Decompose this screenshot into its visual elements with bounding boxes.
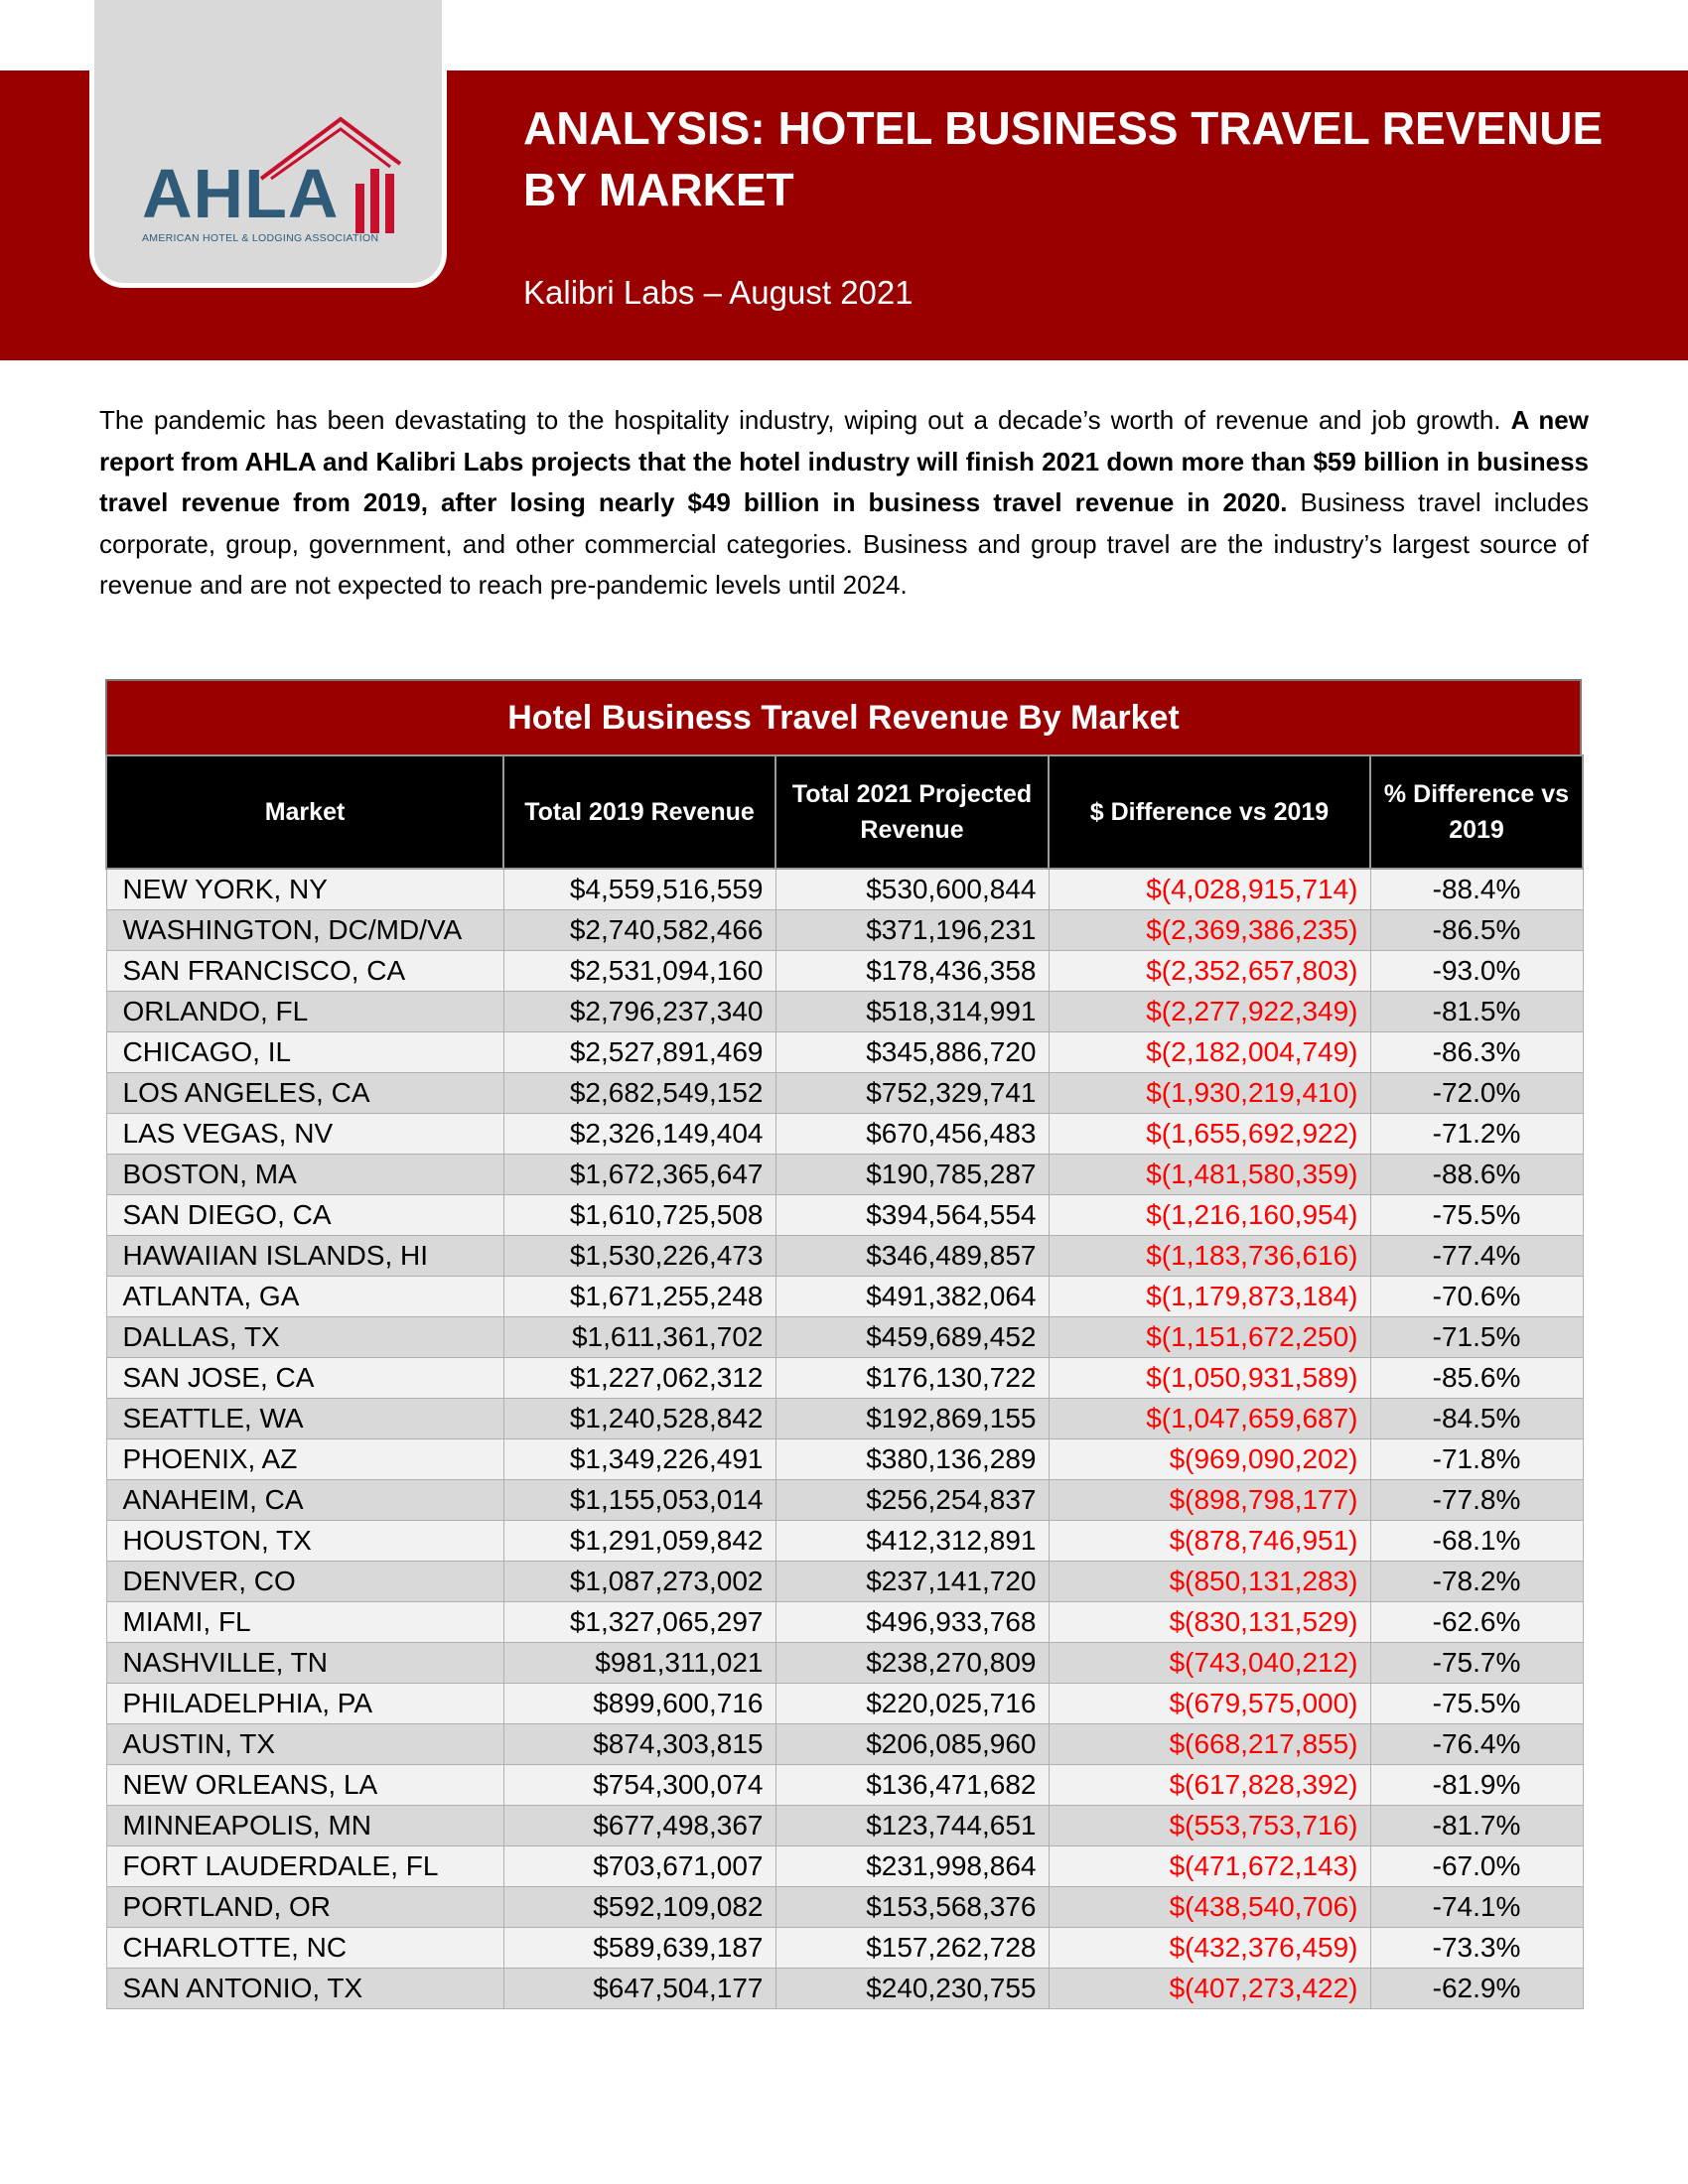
cell-market: CHARLOTTE, NC xyxy=(106,1928,503,1969)
cell-market: SAN FRANCISCO, CA xyxy=(106,951,503,992)
cell-diff: $(2,352,657,803) xyxy=(1049,951,1370,992)
cell-pct: -73.3% xyxy=(1370,1928,1583,1969)
table-row xyxy=(106,910,1583,951)
cell-diff: $(1,047,659,687) xyxy=(1049,1399,1370,1439)
cell-diff: $(2,369,386,235) xyxy=(1049,910,1370,951)
cell-rev2021: $346,489,857 xyxy=(775,1236,1049,1277)
table-row xyxy=(106,1317,1583,1358)
cell-rev2019: $592,109,082 xyxy=(503,1887,775,1928)
cell-rev2019: $874,303,815 xyxy=(503,1724,775,1765)
cell-diff: $(2,277,922,349) xyxy=(1049,992,1370,1032)
revenue-table-container xyxy=(105,679,1582,2009)
cell-rev2019: $1,530,226,473 xyxy=(503,1236,775,1277)
cell-rev2019: $1,291,059,842 xyxy=(503,1521,775,1562)
intro-text-1: The pandemic has been devastating to the hospitality industry, wiping out a decade’s worth of revenue and job growth. xyxy=(99,405,1511,435)
cell-rev2021: $157,262,728 xyxy=(775,1928,1049,1969)
cell-pct: -88.4% xyxy=(1370,869,1583,910)
cell-market: SAN DIEGO, CA xyxy=(106,1195,503,1236)
cell-pct: -72.0% xyxy=(1370,1073,1583,1114)
cell-rev2021: $240,230,755 xyxy=(775,1969,1049,2009)
cell-pct: -62.9% xyxy=(1370,1969,1583,2009)
cell-diff: $(407,273,422) xyxy=(1049,1969,1370,2009)
cell-rev2021: $176,130,722 xyxy=(775,1358,1049,1399)
cell-pct: -86.5% xyxy=(1370,910,1583,951)
cell-diff: $(1,481,580,359) xyxy=(1049,1155,1370,1195)
cell-diff: $(553,753,716) xyxy=(1049,1806,1370,1846)
cell-rev2021: $238,270,809 xyxy=(775,1643,1049,1684)
table-row xyxy=(106,1155,1583,1195)
cell-diff: $(1,183,736,616) xyxy=(1049,1236,1370,1277)
cell-market: LOS ANGELES, CA xyxy=(106,1073,503,1114)
table-row xyxy=(106,1358,1583,1399)
table-header-row xyxy=(106,755,1583,869)
cell-diff: $(617,828,392) xyxy=(1049,1765,1370,1806)
cell-rev2019: $1,240,528,842 xyxy=(503,1399,775,1439)
cell-pct: -77.4% xyxy=(1370,1236,1583,1277)
cell-pct: -88.6% xyxy=(1370,1155,1583,1195)
intro-text-2: Business travel includes corporate, group, government, and other commercial categories. Business and group travel are the industry’s largest source of revenue and are not expected to reach pre-pandemic levels until 2024. xyxy=(99,487,1589,600)
cell-market: NEW ORLEANS, LA xyxy=(106,1765,503,1806)
col-header-rev2021: Total 2021 Projected Revenue xyxy=(775,755,1049,869)
cell-diff: $(1,179,873,184) xyxy=(1049,1277,1370,1317)
cell-pct: -68.1% xyxy=(1370,1521,1583,1562)
table-row xyxy=(106,1724,1583,1765)
cell-diff: $(1,930,219,410) xyxy=(1049,1073,1370,1114)
table-row xyxy=(106,1887,1583,1928)
cell-rev2021: $345,886,720 xyxy=(775,1032,1049,1073)
col-header-rev2019: Total 2019 Revenue xyxy=(503,755,775,869)
cell-market: NEW YORK, NY xyxy=(106,869,503,910)
cell-rev2021: $412,312,891 xyxy=(775,1521,1049,1562)
cell-pct: -62.6% xyxy=(1370,1602,1583,1643)
cell-diff: $(4,028,915,714) xyxy=(1049,869,1370,910)
table-row xyxy=(106,1236,1583,1277)
cell-rev2021: $256,254,837 xyxy=(775,1480,1049,1521)
cell-diff: $(878,746,951) xyxy=(1049,1521,1370,1562)
cell-rev2021: $752,329,741 xyxy=(775,1073,1049,1114)
cell-market: AUSTIN, TX xyxy=(106,1724,503,1765)
cell-diff: $(1,655,692,922) xyxy=(1049,1114,1370,1155)
cell-rev2019: $1,087,273,002 xyxy=(503,1562,775,1602)
cell-pct: -81.9% xyxy=(1370,1765,1583,1806)
cell-pct: -75.5% xyxy=(1370,1684,1583,1724)
cell-diff: $(743,040,212) xyxy=(1049,1643,1370,1684)
table-row xyxy=(106,1032,1583,1073)
cell-market: SAN JOSE, CA xyxy=(106,1358,503,1399)
cell-market: PHILADELPHIA, PA xyxy=(106,1684,503,1724)
cell-market: BOSTON, MA xyxy=(106,1155,503,1195)
cell-pct: -70.6% xyxy=(1370,1277,1583,1317)
cell-rev2021: $206,085,960 xyxy=(775,1724,1049,1765)
col-header-diff: $ Difference vs 2019 xyxy=(1049,755,1370,869)
table-row xyxy=(106,1521,1583,1562)
cell-rev2019: $754,300,074 xyxy=(503,1765,775,1806)
table-row xyxy=(106,869,1583,910)
table-row xyxy=(106,1114,1583,1155)
revenue-table xyxy=(105,754,1584,2009)
cell-market: LAS VEGAS, NV xyxy=(106,1114,503,1155)
cell-pct: -86.3% xyxy=(1370,1032,1583,1073)
cell-rev2019: $1,611,361,702 xyxy=(503,1317,775,1358)
cell-diff: $(471,672,143) xyxy=(1049,1846,1370,1887)
cell-rev2019: $981,311,021 xyxy=(503,1643,775,1684)
cell-diff: $(1,216,160,954) xyxy=(1049,1195,1370,1236)
cell-rev2019: $1,227,062,312 xyxy=(503,1358,775,1399)
cell-rev2019: $1,671,255,248 xyxy=(503,1277,775,1317)
cell-rev2019: $1,672,365,647 xyxy=(503,1155,775,1195)
cell-rev2021: $220,025,716 xyxy=(775,1684,1049,1724)
cell-market: MINNEAPOLIS, MN xyxy=(106,1806,503,1846)
cell-market: ORLANDO, FL xyxy=(106,992,503,1032)
cell-market: CHICAGO, IL xyxy=(106,1032,503,1073)
cell-rev2019: $2,326,149,404 xyxy=(503,1114,775,1155)
cell-rev2021: $371,196,231 xyxy=(775,910,1049,951)
cell-pct: -81.7% xyxy=(1370,1806,1583,1846)
table-row xyxy=(106,1480,1583,1521)
cell-diff: $(969,090,202) xyxy=(1049,1439,1370,1480)
cell-pct: -75.5% xyxy=(1370,1195,1583,1236)
cell-diff: $(2,182,004,749) xyxy=(1049,1032,1370,1073)
page-subtitle: Kalibri Labs – August 2021 xyxy=(523,274,914,311)
cell-pct: -76.4% xyxy=(1370,1724,1583,1765)
table-row xyxy=(106,1969,1583,2009)
cell-market: DENVER, CO xyxy=(106,1562,503,1602)
table-row xyxy=(106,1073,1583,1114)
table-row xyxy=(106,1195,1583,1236)
table-row xyxy=(106,1643,1583,1684)
table-row xyxy=(106,1806,1583,1846)
cell-rev2021: $491,382,064 xyxy=(775,1277,1049,1317)
cell-pct: -71.2% xyxy=(1370,1114,1583,1155)
cell-pct: -75.7% xyxy=(1370,1643,1583,1684)
cell-rev2019: $703,671,007 xyxy=(503,1846,775,1887)
intro-bold-text: A new report from AHLA and Kalibri Labs projects that the hotel industry will finish 2021 down more than $59 billion in business travel revenue from 2019, after losing nearly $49 billion in business travel revenue in 2020. xyxy=(99,405,1589,517)
cell-pct: -85.6% xyxy=(1370,1358,1583,1399)
cell-rev2019: $2,682,549,152 xyxy=(503,1073,775,1114)
cell-diff: $(830,131,529) xyxy=(1049,1602,1370,1643)
cell-pct: -78.2% xyxy=(1370,1562,1583,1602)
cell-rev2021: $190,785,287 xyxy=(775,1155,1049,1195)
cell-rev2019: $647,504,177 xyxy=(503,1969,775,2009)
cell-market: ATLANTA, GA xyxy=(106,1277,503,1317)
cell-diff: $(668,217,855) xyxy=(1049,1724,1370,1765)
cell-diff: $(438,540,706) xyxy=(1049,1887,1370,1928)
cell-diff: $(432,376,459) xyxy=(1049,1928,1370,1969)
cell-rev2021: $670,456,483 xyxy=(775,1114,1049,1155)
cell-pct: -81.5% xyxy=(1370,992,1583,1032)
cell-pct: -77.8% xyxy=(1370,1480,1583,1521)
cell-rev2021: $123,744,651 xyxy=(775,1806,1049,1846)
cell-rev2019: $2,531,094,160 xyxy=(503,951,775,992)
cell-pct: -67.0% xyxy=(1370,1846,1583,1887)
cell-rev2021: $237,141,720 xyxy=(775,1562,1049,1602)
table-row xyxy=(106,1399,1583,1439)
table-row xyxy=(106,1602,1583,1643)
cell-pct: -84.5% xyxy=(1370,1399,1583,1439)
logo-subtext: AMERICAN HOTEL & LODGING ASSOCIATION xyxy=(142,232,379,244)
cell-market: WASHINGTON, DC/MD/VA xyxy=(106,910,503,951)
cell-market: SAN ANTONIO, TX xyxy=(106,1969,503,2009)
col-header-pct: % Difference vs 2019 xyxy=(1370,755,1583,869)
table-row xyxy=(106,1277,1583,1317)
cell-rev2021: $530,600,844 xyxy=(775,869,1049,910)
intro-paragraph xyxy=(99,400,1589,607)
logo-text: AHLA xyxy=(142,155,340,232)
cell-rev2019: $1,155,053,014 xyxy=(503,1480,775,1521)
cell-diff: $(1,151,672,250) xyxy=(1049,1317,1370,1358)
cell-market: HAWAIIAN ISLANDS, HI xyxy=(106,1236,503,1277)
cell-rev2019: $2,796,237,340 xyxy=(503,992,775,1032)
cell-rev2021: $380,136,289 xyxy=(775,1439,1049,1480)
cell-rev2021: $394,564,554 xyxy=(775,1195,1049,1236)
col-header-market: Market xyxy=(106,755,503,869)
table-row xyxy=(106,1928,1583,1969)
table-body xyxy=(106,869,1583,2009)
table-row xyxy=(106,992,1583,1032)
table-title: Hotel Business Travel Revenue By Market xyxy=(105,679,1582,754)
cell-rev2019: $1,610,725,508 xyxy=(503,1195,775,1236)
cell-rev2021: $153,568,376 xyxy=(775,1887,1049,1928)
table-row xyxy=(106,1765,1583,1806)
table-row xyxy=(106,1562,1583,1602)
cell-diff: $(850,131,283) xyxy=(1049,1562,1370,1602)
page-title: ANALYSIS: HOTEL BUSINESS TRAVEL REVENUE BY MARKET xyxy=(523,102,1604,215)
table-row xyxy=(106,951,1583,992)
cell-market: FORT LAUDERDALE, FL xyxy=(106,1846,503,1887)
cell-rev2021: $459,689,452 xyxy=(775,1317,1049,1358)
cell-market: PORTLAND, OR xyxy=(106,1887,503,1928)
table-row xyxy=(106,1846,1583,1887)
cell-rev2019: $677,498,367 xyxy=(503,1806,775,1846)
cell-market: MIAMI, FL xyxy=(106,1602,503,1643)
cell-market: DALLAS, TX xyxy=(106,1317,503,1358)
cell-pct: -74.1% xyxy=(1370,1887,1583,1928)
cell-diff: $(1,050,931,589) xyxy=(1049,1358,1370,1399)
cell-market: PHOENIX, AZ xyxy=(106,1439,503,1480)
cell-rev2021: $136,471,682 xyxy=(775,1765,1049,1806)
cell-rev2021: $518,314,991 xyxy=(775,992,1049,1032)
cell-rev2019: $4,559,516,559 xyxy=(503,869,775,910)
table-row xyxy=(106,1439,1583,1480)
cell-rev2019: $899,600,716 xyxy=(503,1684,775,1724)
cell-diff: $(898,798,177) xyxy=(1049,1480,1370,1521)
cell-rev2019: $1,349,226,491 xyxy=(503,1439,775,1480)
cell-rev2021: $231,998,864 xyxy=(775,1846,1049,1887)
cell-market: HOUSTON, TX xyxy=(106,1521,503,1562)
table-row xyxy=(106,1684,1583,1724)
cell-pct: -71.8% xyxy=(1370,1439,1583,1480)
cell-pct: -93.0% xyxy=(1370,951,1583,992)
cell-rev2019: $2,527,891,469 xyxy=(503,1032,775,1073)
cell-rev2019: $2,740,582,466 xyxy=(503,910,775,951)
cell-rev2021: $178,436,358 xyxy=(775,951,1049,992)
cell-market: NASHVILLE, TN xyxy=(106,1643,503,1684)
cell-pct: -71.5% xyxy=(1370,1317,1583,1358)
cell-market: ANAHEIM, CA xyxy=(106,1480,503,1521)
cell-rev2021: $192,869,155 xyxy=(775,1399,1049,1439)
cell-rev2021: $496,933,768 xyxy=(775,1602,1049,1643)
cell-market: SEATTLE, WA xyxy=(106,1399,503,1439)
cell-diff: $(679,575,000) xyxy=(1049,1684,1370,1724)
cell-rev2019: $589,639,187 xyxy=(503,1928,775,1969)
cell-rev2019: $1,327,065,297 xyxy=(503,1602,775,1643)
logo-panel xyxy=(94,0,442,283)
